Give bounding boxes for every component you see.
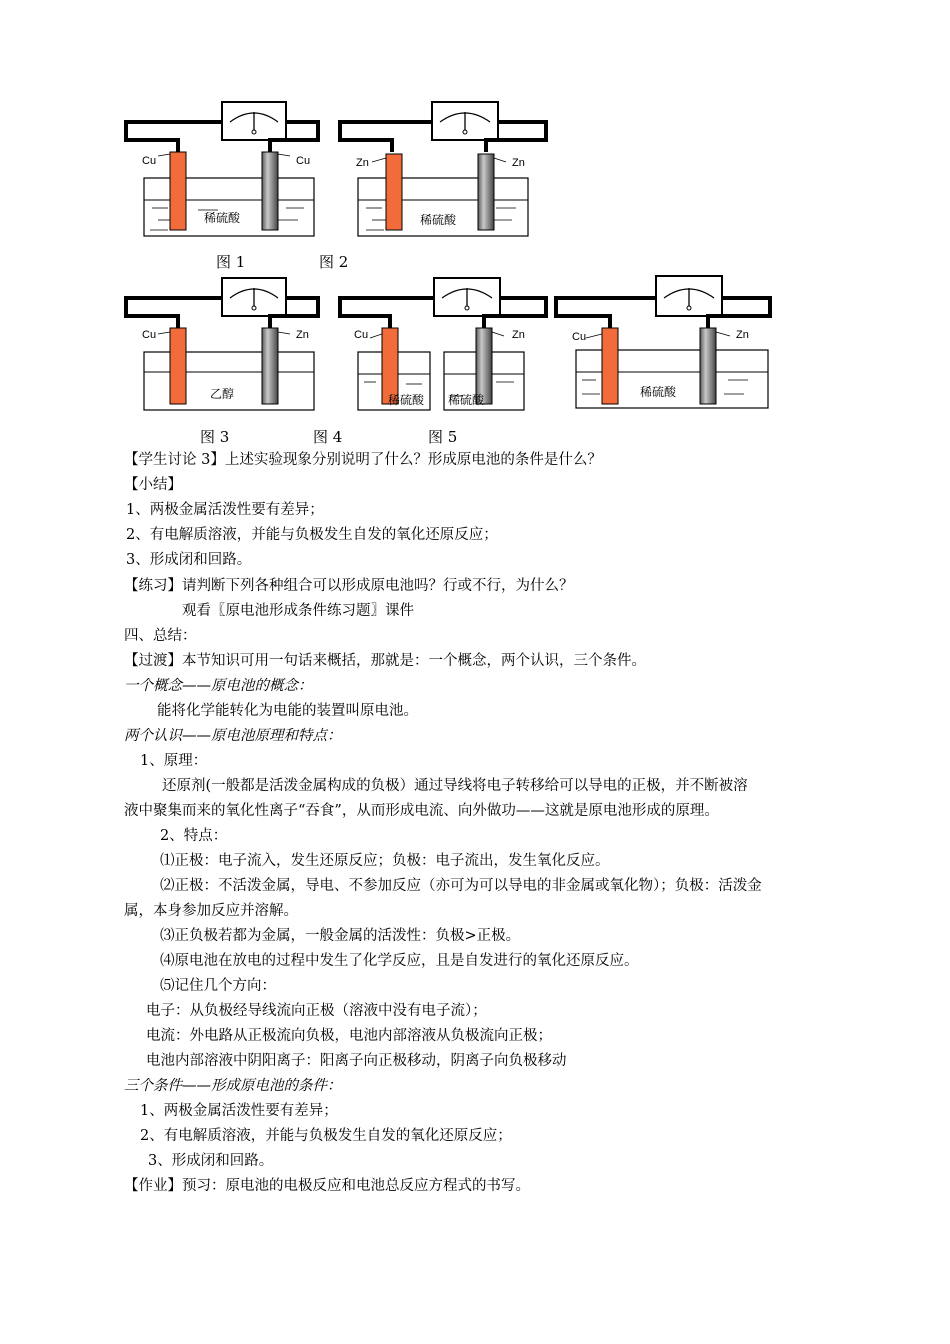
label-left: Cu <box>142 329 157 341</box>
summary-heading: 【小结】 <box>124 477 182 493</box>
principle-text-2: 液中聚集而来的氧化性离子“吞食”，从而形成电流、向外做功——这就是原电池形成的原理。 <box>124 803 719 819</box>
direction-current: 电流：外电路从正极流向负极，电池内部溶液从负极流向正极； <box>146 1028 552 1044</box>
electrode-left <box>386 154 402 230</box>
feature-2b: 属，本身参加反应并溶解。 <box>124 903 298 919</box>
two-understandings-heading: 两个认识——原电池原理和特点： <box>124 728 342 744</box>
solution-label-right: 稀硫酸 <box>448 393 485 407</box>
wire-left <box>556 298 656 328</box>
section-four-heading: 四、总结： <box>124 628 197 644</box>
label-right: Zn <box>512 157 525 169</box>
caption-fig4: 图 4 <box>313 428 343 446</box>
principle-text-1: 还原剂(一般都是活泼金属构成的负极）通过导线将电子转移给可以导电的正极，并不断被溶 <box>162 778 748 794</box>
electrode-right <box>478 154 494 230</box>
wire-left <box>126 122 222 152</box>
condition-2: 2、有电解质溶液，并能与负极发生自发的氧化还原反应； <box>140 1128 512 1144</box>
exercise-courseware: 观看〖原电池形成条件练习题〗课件 <box>182 603 414 619</box>
figure-4-split-beakers <box>336 272 552 418</box>
electrode-left <box>170 328 186 404</box>
electrode-left <box>602 328 618 404</box>
label-right: Zn <box>512 329 525 341</box>
feature-1: ⑴正极：电子流入，发生还原反应；负极：电子流出，发生氧化反应。 <box>160 853 610 869</box>
discussion-question: 【学生讨论 3】上述实验现象分别说明了什么？形成原电池的条件是什么？ <box>124 452 602 468</box>
feature-2a: ⑵正极：不活泼金属，导电、不参加反应（亦可为可以导电的非金属或氧化物）；负极：活泼金 <box>160 878 762 894</box>
wire-left <box>340 122 432 152</box>
electrode-right <box>700 328 716 404</box>
label-left: Cu <box>572 331 587 343</box>
solution-label-left: 稀硫酸 <box>388 393 425 407</box>
label-right: Zn <box>296 329 309 341</box>
wire-left <box>340 298 434 328</box>
figure-2-zn-zn-acid <box>336 96 552 242</box>
solution-label: 稀硫酸 <box>640 385 677 399</box>
condition-3: 3、形成闭和回路。 <box>148 1153 274 1169</box>
solution-label: 乙醇 <box>210 387 235 401</box>
feature-3: ⑶正负极若都为金属，一般金属的活泼性：负极>正极。 <box>160 928 521 944</box>
figure-5-cu-zn-acid <box>552 268 782 414</box>
beaker <box>358 178 528 236</box>
solution-label: 稀硫酸 <box>204 211 241 225</box>
concept-definition: 能将化学能转化为电能的装置叫原电池。 <box>157 703 418 719</box>
electrode-left <box>170 152 186 230</box>
label-left: Cu <box>354 329 369 341</box>
electrode-right <box>262 152 278 230</box>
summary-item-3: 3、形成闭和回路。 <box>126 552 252 568</box>
figure-1-cu-cu-acid <box>118 96 328 242</box>
direction-electron: 电子：从负极经导线流向正极（溶液中没有电子流）； <box>146 1003 487 1019</box>
electrode-right <box>262 328 278 404</box>
solution-label: 稀硫酸 <box>420 213 457 227</box>
feature-4: ⑷原电池在放电的过程中发生了化学反应，且是自发进行的氧化还原反应。 <box>160 953 639 969</box>
label-right: Zn <box>736 329 749 341</box>
caption-fig2: 图 2 <box>319 253 349 271</box>
caption-fig1: 图 1 <box>216 253 246 271</box>
wire-left <box>126 298 222 328</box>
features-heading: 2、特点： <box>160 828 228 844</box>
caption-fig5: 图 5 <box>428 428 458 446</box>
exercise-heading: 【练习】请判断下列各种组合可以形成原电池吗？行或不行，为什么？ <box>124 578 574 594</box>
label-right: Cu <box>296 155 311 167</box>
label-left: Zn <box>356 157 369 169</box>
summary-item-1: 1、两极金属活泼性要有差异； <box>126 502 324 518</box>
concept-heading: 一个概念——原电池的概念： <box>124 678 313 694</box>
principle-heading: 1、原理： <box>140 753 208 769</box>
figure-3-cu-zn-ethanol <box>118 272 328 418</box>
feature-5: ⑸记住几个方向： <box>160 978 276 994</box>
label-left: Cu <box>142 155 157 167</box>
summary-item-2: 2、有电解质溶液，并能与负极发生自发的氧化还原反应； <box>126 527 498 543</box>
transition-text: 【过渡】本节知识可用一句话来概括，那就是：一个概念，两个认识，三个条件。 <box>124 653 646 669</box>
three-conditions-heading: 三个条件——形成原电池的条件： <box>124 1078 342 1094</box>
condition-1: 1、两极金属活泼性要有差异； <box>140 1103 338 1119</box>
caption-fig3: 图 3 <box>200 428 230 446</box>
direction-ions: 电池内部溶液中阴阳离子：阳离子向正极移动，阴离子向负极移动 <box>146 1053 567 1069</box>
homework: 【作业】预习：原电池的电极反应和电池总反应方程式的书写。 <box>124 1178 530 1194</box>
